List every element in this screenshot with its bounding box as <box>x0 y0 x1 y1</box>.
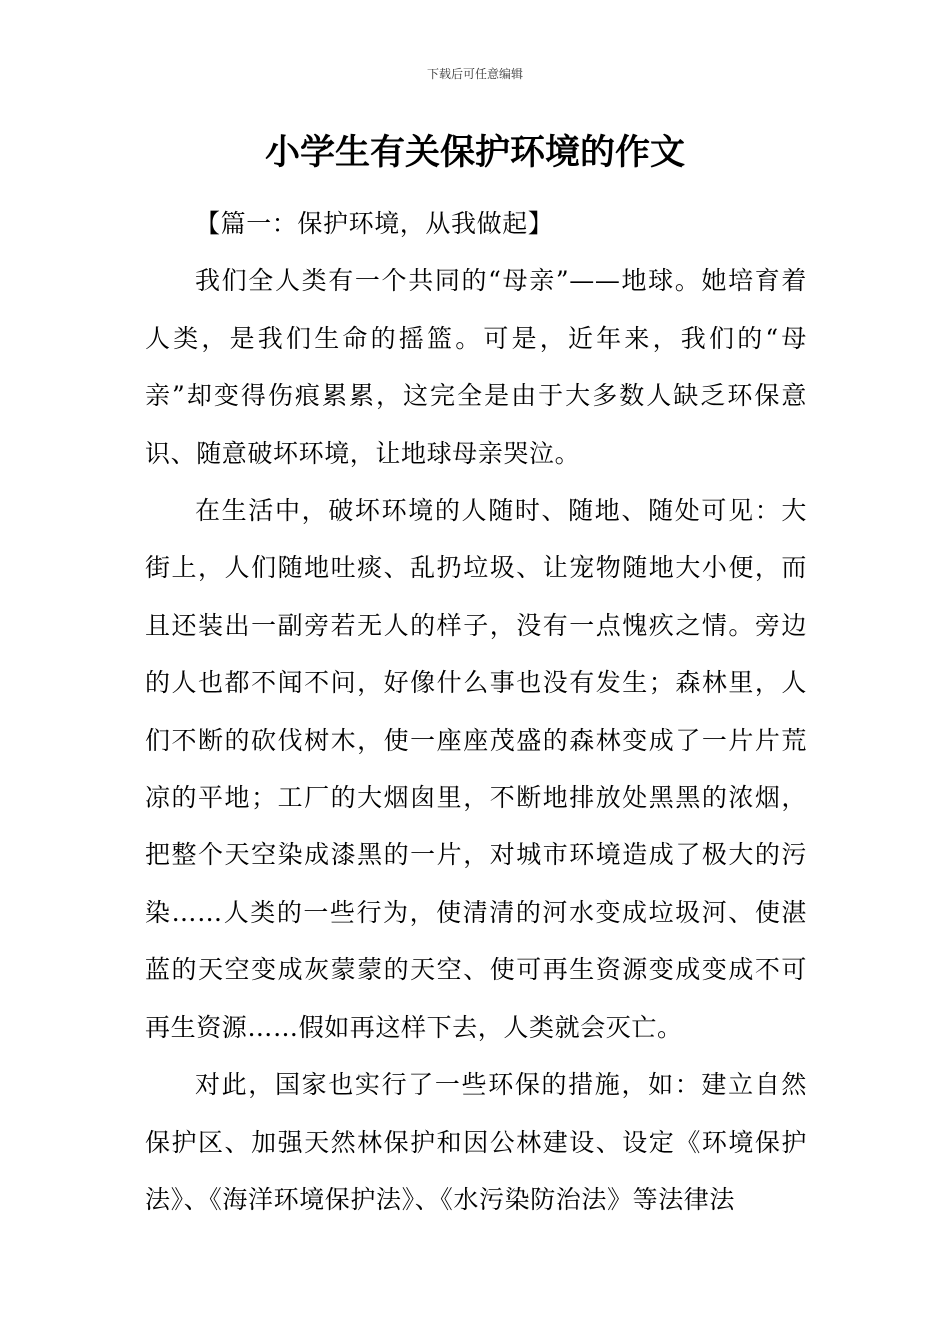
header-note: 下载后可任意编辑 <box>426 67 523 81</box>
paragraph: 我们全人类有一个共同的“母亲”——地球。她培育着人类，是我们生命的摇篮。可是，近年来，我们的“母亲”却变得伤痕累累，这完全是由于大多数人缺乏环保意识、随意破坏环境，让地球母亲哭泣。 <box>145 266 807 468</box>
section-heading: 【篇一：保护环境，从我做起】 <box>195 209 554 238</box>
paragraph: 对此，国家也实行了一些环保的措施，如：建立自然保护区、加强天然林保护和因公林建设、设定《环境保护法》、《海洋环境保护法》、《水污染防治法》等法律法 <box>145 1070 807 1214</box>
paragraph: 在生活中，破坏环境的人随时、随地、随处可见：大街上，人们随地吐痰、乱扔垃圾、让宠物随地大小便，而且还装出一副旁若无人的样子，没有一点愧疚之情。旁边的人也都不闻不问，好像什么事也没有发生；森林里，人们不断的砍伐树木，使一座座茂盛的森林变成了一片片荒凉的平地；工厂的大烟囱里，不断地排放处黑黑的浓烟，把整个天空染成漆黑的一片，对城市环境造成了极大的污染……人类的一些行为，使清清的河水变成垃圾河、使湛蓝的天空变成灰蒙蒙的天空、使可再生资源变成变成不可再生资源……假如再这样下去，人类就会灭亡。 <box>145 496 807 1042</box>
document-body <box>145 195 807 1228</box>
document-title: 小学生有关保护环境的作文 <box>264 133 685 173</box>
